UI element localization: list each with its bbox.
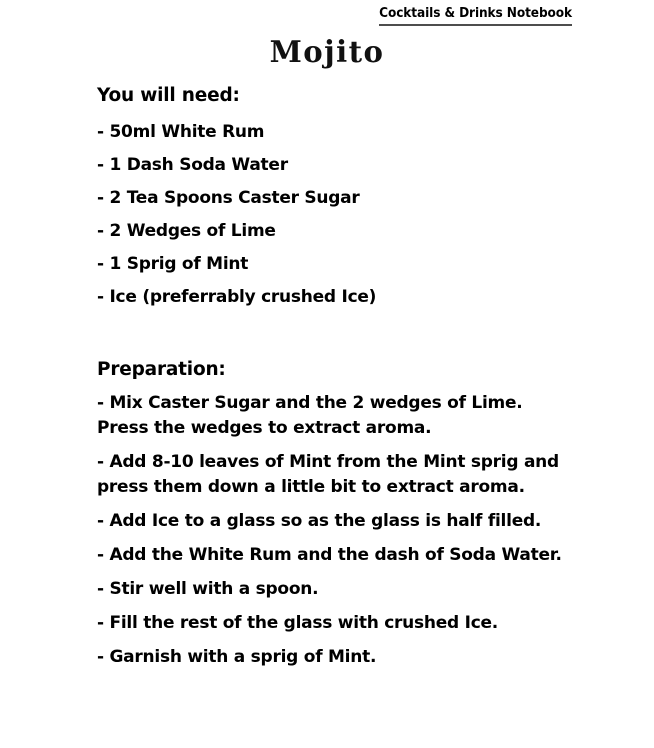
- ingredients-heading: You will need:: [97, 85, 240, 106]
- section-spacer: [0, 318, 654, 358]
- recipe-document: [0, 36, 654, 679]
- ingredient-item: - 2 Wedges of Lime: [97, 221, 276, 241]
- preparation-step: - Garnish with a sprig of Mint.: [97, 647, 377, 667]
- preparation-step: - Add 8-10 leaves of Mint from the Mint sprig and press them down a little bit to extract aroma.: [97, 452, 559, 497]
- ingredient-item: - 2 Tea Spoons Caster Sugar: [97, 188, 360, 208]
- preparation-step: - Stir well with a spoon.: [97, 579, 319, 599]
- recipe-title: Mojito: [269, 35, 385, 70]
- preparation-step: - Add Ice to a glass so as the glass is half filled.: [97, 511, 542, 531]
- running-header-text: Cocktails & Drinks Notebook: [379, 5, 572, 26]
- preparation-step: - Mix Caster Sugar and the 2 wedges of Lime. Press the wedges to extract aroma.: [97, 393, 523, 438]
- ingredients-section: [0, 84, 654, 310]
- ingredient-item: - 1 Dash Soda Water: [97, 155, 288, 175]
- preparation-heading: Preparation:: [97, 359, 226, 380]
- ingredient-item: - 50ml White Rum: [97, 122, 265, 142]
- ingredient-item: - 1 Sprig of Mint: [97, 254, 249, 274]
- running-header: [379, 2, 572, 26]
- preparation-step: - Add the White Rum and the dash of Soda Water.: [97, 545, 562, 565]
- preparation-step: - Fill the rest of the glass with crushed Ice.: [97, 613, 499, 633]
- ingredient-item: - Ice (preferrably crushed Ice): [97, 287, 377, 307]
- preparation-section: [0, 358, 654, 670]
